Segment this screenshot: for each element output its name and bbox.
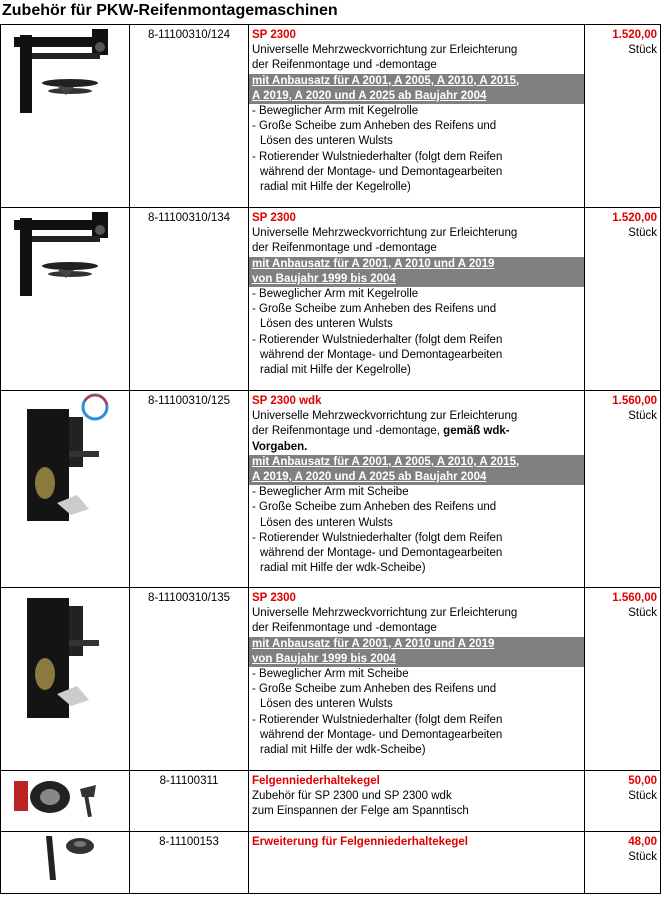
feature-line: Lösen des unteren Wulsts [260, 135, 393, 148]
page-title: Zubehör für PKW-Reifenmontagemaschinen [2, 2, 338, 19]
feature-line: während der Montage- und Demontagearbeiten [260, 728, 503, 741]
description-line: der Reifenmontage und -demontage [252, 242, 437, 255]
product-image-cell [1, 25, 130, 208]
article-number: 8-11100310/125 [130, 391, 249, 588]
feature-line: - Große Scheibe zum Anheben des Reifens und [252, 303, 497, 316]
table-row [1, 25, 661, 208]
feature-line: während der Montage- und Demontagearbeiten [260, 547, 503, 560]
description-line: Zubehör für SP 2300 und SP 2300 wdk [252, 790, 452, 803]
price-unit: Stück [628, 410, 657, 423]
description-line: der Reifenmontage und -demontage [252, 622, 437, 635]
description-line: Universelle Mehrzweckvorrichtung zur Erleichterung [252, 44, 518, 57]
description-bold: gemäß wdk- [443, 425, 510, 438]
feature-line: - Große Scheibe zum Anheben des Reifens und [252, 683, 497, 696]
product-name: SP 2300 [252, 592, 296, 604]
table-row [1, 832, 661, 894]
price-value: 1.520,00 [612, 29, 657, 41]
product-description [249, 771, 585, 832]
feature-line: - Rotierender Wulstniederhalter (folgt dem Reifen [252, 713, 503, 726]
article-number: 8-11100311 [130, 771, 249, 832]
description-bold: Vorgaben. [252, 440, 308, 453]
price-cell [585, 25, 661, 208]
kit-highlight: von Baujahr 1999 bis 2004 [249, 272, 584, 287]
kit-highlight: mit Anbausatz für A 2001, A 2005, A 2010, A 2015, [249, 74, 584, 89]
feature-line: - Rotierender Wulstniederhalter (folgt dem Reifen [252, 150, 503, 163]
feature-line: - Beweglicher Arm mit Kegelrolle [252, 288, 419, 301]
article-number: 8-11100310/135 [130, 588, 249, 771]
feature-line: radial mit Hilfe der Kegelrolle) [260, 181, 411, 194]
product-image-cell [1, 832, 130, 894]
feature-line: Lösen des unteren Wulsts [260, 516, 393, 529]
feature-line: während der Montage- und Demontagearbeiten [260, 348, 503, 361]
product-description [249, 588, 585, 771]
article-number: 8-11100153 [130, 832, 249, 894]
feature-line: Lösen des unteren Wulsts [260, 698, 393, 711]
product-description [249, 391, 585, 588]
price-cell [585, 208, 661, 391]
price-value: 50,00 [628, 775, 657, 787]
product-name: SP 2300 [252, 212, 296, 224]
product-image [1, 832, 129, 884]
product-description [249, 832, 585, 894]
price-value: 48,00 [628, 836, 657, 848]
table-row [1, 771, 661, 832]
price-cell [585, 588, 661, 771]
table-row [1, 588, 661, 771]
feature-line: - Beweglicher Arm mit Scheibe [252, 486, 409, 499]
table-row [1, 391, 661, 588]
product-image [1, 391, 129, 531]
feature-line: Lösen des unteren Wulsts [260, 318, 393, 331]
kit-highlight: mit Anbausatz für A 2001, A 2010 und A 2019 [249, 637, 584, 652]
product-image-cell [1, 208, 130, 391]
feature-line: - Rotierender Wulstniederhalter (folgt dem Reifen [252, 333, 503, 346]
price-unit: Stück [628, 607, 657, 620]
feature-line: - Rotierender Wulstniederhalter (folgt dem Reifen [252, 531, 503, 544]
article-number: 8-11100310/134 [130, 208, 249, 391]
price-unit: Stück [628, 790, 657, 803]
price-unit: Stück [628, 44, 657, 57]
feature-line: - Beweglicher Arm mit Scheibe [252, 668, 409, 681]
product-name: SP 2300 wdk [252, 395, 322, 407]
description-line: zum Einspannen der Felge am Spanntisch [252, 805, 469, 818]
price-cell [585, 391, 661, 588]
description-line: der Reifenmontage und -demontage [252, 59, 437, 72]
product-image-cell [1, 588, 130, 771]
feature-line: radial mit Hilfe der wdk-Scheibe) [260, 744, 426, 757]
price-value: 1.560,00 [612, 592, 657, 604]
product-image [1, 771, 129, 821]
kit-highlight: A 2019, A 2020 und A 2025 ab Baujahr 2004 [249, 89, 584, 104]
article-number: 8-11100310/124 [130, 25, 249, 208]
price-value: 1.560,00 [612, 395, 657, 407]
product-image [1, 588, 129, 728]
feature-line: radial mit Hilfe der Kegelrolle) [260, 364, 411, 377]
price-cell [585, 771, 661, 832]
description-line: Universelle Mehrzweckvorrichtung zur Erleichterung [252, 227, 518, 240]
price-unit: Stück [628, 227, 657, 240]
product-image-cell [1, 771, 130, 832]
product-image-cell [1, 391, 130, 588]
product-table [0, 24, 661, 894]
product-description [249, 25, 585, 208]
product-image [1, 25, 129, 115]
feature-line: - Große Scheibe zum Anheben des Reifens und [252, 501, 497, 514]
feature-line: - Große Scheibe zum Anheben des Reifens und [252, 120, 497, 133]
price-unit: Stück [628, 851, 657, 864]
product-image [1, 208, 129, 298]
feature-line: radial mit Hilfe der wdk-Scheibe) [260, 562, 426, 575]
table-row [1, 208, 661, 391]
price-cell [585, 832, 661, 894]
feature-line: - Beweglicher Arm mit Kegelrolle [252, 105, 419, 118]
product-name: Erweiterung für Felgenniederhaltekegel [252, 836, 468, 848]
description-line: Universelle Mehrzweckvorrichtung zur Erleichterung [252, 410, 518, 423]
kit-highlight: A 2019, A 2020 und A 2025 ab Baujahr 2004 [249, 470, 584, 485]
kit-highlight: von Baujahr 1999 bis 2004 [249, 652, 584, 667]
product-name: Felgenniederhaltekegel [252, 775, 380, 787]
kit-highlight: mit Anbausatz für A 2001, A 2010 und A 2019 [249, 257, 584, 272]
price-value: 1.520,00 [612, 212, 657, 224]
product-name: SP 2300 [252, 29, 296, 41]
kit-highlight: mit Anbausatz für A 2001, A 2005, A 2010, A 2015, [249, 455, 584, 470]
description-line: Universelle Mehrzweckvorrichtung zur Erleichterung [252, 607, 518, 620]
feature-line: während der Montage- und Demontagearbeiten [260, 165, 503, 178]
product-description [249, 208, 585, 391]
description-line: der Reifenmontage und -demontage, [252, 425, 440, 438]
